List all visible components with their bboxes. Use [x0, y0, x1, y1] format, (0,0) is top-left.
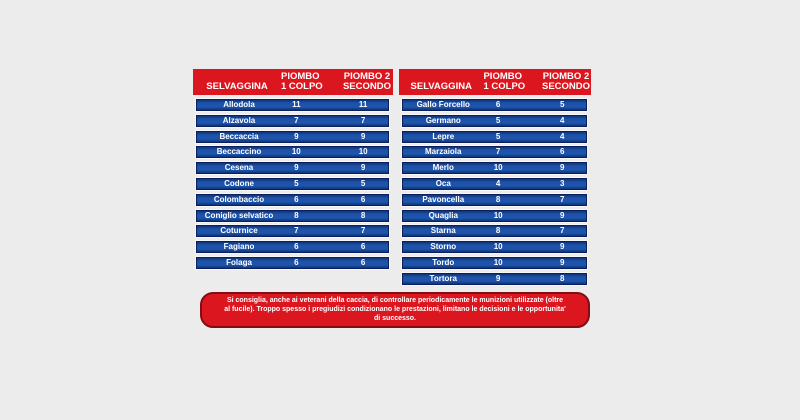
shot1-value-cell: 9 [294, 163, 299, 173]
shot1-value-cell: 5 [294, 178, 299, 188]
column-label-line: PIOMBO [483, 70, 522, 82]
column-label-line: 1 COLPO [483, 80, 526, 92]
game-name-cell: Cesena [224, 163, 254, 173]
shot2-value-cell: 5 [360, 178, 366, 188]
shot2-value-cell: 7 [360, 226, 366, 236]
shot1-value-cell: 10 [493, 242, 503, 252]
game-name-cell: Germano [425, 115, 461, 125]
table-row [402, 115, 587, 127]
game-name-cell: Coturnice [220, 226, 258, 236]
shot1-value-cell: 6 [294, 242, 299, 252]
table-row [196, 241, 389, 253]
shot1-value-cell: 10 [291, 147, 301, 157]
shot2-value-cell: 8 [559, 273, 565, 283]
table-row [402, 99, 587, 111]
game-name-cell: Quaglia [428, 210, 458, 220]
shot2-value-cell: 6 [360, 257, 366, 267]
table-row [196, 99, 389, 111]
shot1-value-cell: 6 [294, 257, 299, 267]
table-row [196, 115, 389, 127]
game-name-cell: Marzaiola [425, 147, 462, 157]
column-label-line: PIOMBO 2 [343, 70, 391, 82]
shot1-value-cell: 7 [294, 115, 299, 125]
game-name-cell: Merlo [432, 163, 454, 173]
table-header-left [193, 69, 393, 95]
column-header-piombo-2-secondo [541, 72, 591, 93]
shot2-value-cell: 4 [559, 115, 565, 125]
shot1-value-cell: 7 [495, 147, 501, 157]
table-row [196, 178, 389, 190]
advice-note [200, 292, 590, 328]
shot2-value-cell: 7 [559, 226, 565, 236]
column-header-piombo-2-secondo [341, 72, 393, 93]
table-row [196, 162, 389, 174]
shot1-value-cell: 4 [495, 178, 501, 188]
game-table-left [193, 69, 393, 273]
shot2-value-cell: 6 [360, 194, 366, 204]
game-name-cell: Starna [430, 226, 456, 236]
shot1-value-cell: 8 [294, 210, 299, 220]
shot2-value-cell: 5 [559, 100, 565, 109]
column-label: SELVAGGINA [206, 80, 268, 92]
table-header-right [399, 69, 591, 95]
shot1-value-cell: 10 [493, 257, 503, 267]
shot2-value-cell: 9 [559, 163, 565, 173]
table-row [402, 273, 587, 285]
table-row [402, 131, 587, 143]
shot2-value-cell: 8 [360, 210, 366, 220]
table-row [402, 162, 587, 174]
game-table-right [399, 69, 591, 289]
shot2-value-cell: 11 [358, 100, 368, 109]
table-row [196, 131, 389, 143]
table-row [196, 194, 389, 206]
shot1-value-cell: 9 [294, 131, 299, 141]
shot2-value-cell: 7 [360, 115, 366, 125]
shot2-value-cell: 9 [360, 131, 366, 141]
column-header-piombo-1-colpo [281, 70, 323, 93]
game-name-cell: Fagiano [223, 242, 255, 252]
game-name-cell: Oca [435, 178, 451, 188]
shot2-value-cell: 6 [360, 242, 366, 252]
shot2-value-cell: 4 [559, 131, 565, 141]
game-name-cell: Beccaccia [219, 131, 259, 141]
table-row [196, 257, 389, 269]
column-label: SELVAGGINA [410, 80, 472, 92]
game-name-cell: Storno [430, 242, 457, 252]
game-name-cell: Pavoncella [422, 194, 465, 204]
game-name-cell: Lepre [432, 131, 455, 141]
shot1-value-cell: 10 [493, 163, 503, 173]
game-name-cell: Codone [224, 178, 254, 188]
table-row [402, 257, 587, 269]
table-row [402, 194, 587, 206]
game-name-cell: Beccaccino [216, 147, 262, 157]
game-name-cell: Tortora [429, 273, 457, 283]
shot1-value-cell: 9 [495, 273, 501, 283]
table-row [196, 210, 389, 222]
shot2-value-cell: 9 [559, 257, 565, 267]
column-label-line: PIOMBO [281, 70, 320, 82]
shot1-value-cell: 7 [294, 226, 299, 236]
shot1-value-cell: 6 [294, 194, 299, 204]
shot1-value-cell: 11 [292, 100, 301, 109]
column-label-line: PIOMBO 2 [542, 70, 590, 82]
column-header-piombo-1-colpo [483, 70, 526, 93]
game-name-cell: Tordo [432, 257, 455, 267]
table-row [402, 178, 587, 190]
shot1-value-cell: 8 [495, 194, 501, 204]
rows-container-left [196, 99, 389, 269]
shot2-value-cell: 9 [360, 163, 366, 173]
shot1-value-cell: 10 [493, 210, 503, 220]
game-name-cell: Gallo Forcello [416, 100, 470, 109]
table-row [402, 146, 587, 158]
game-name-cell: Colombaccio [213, 194, 265, 204]
table-row [402, 241, 587, 253]
column-label-line: 1 COLPO [281, 80, 323, 92]
column-label-line: SECONDO [541, 80, 591, 92]
advice-note-line: di successo. [373, 314, 417, 322]
table-row [402, 225, 587, 237]
table-row [402, 210, 587, 222]
shot1-value-cell: 6 [495, 100, 501, 109]
shot1-value-cell: 5 [495, 115, 501, 125]
shot2-value-cell: 3 [559, 178, 565, 188]
rows-container-right [402, 99, 587, 285]
advice-note-line: al fucile). Troppo spesso i pregiudizi condizionano le prestazioni, limitano le decisioni e le opportunita' [224, 305, 566, 313]
shot2-value-cell: 9 [559, 242, 565, 252]
shot2-value-cell: 10 [358, 147, 368, 157]
shot1-value-cell: 8 [495, 226, 501, 236]
game-name-cell: Folaga [226, 257, 252, 267]
column-header-selvaggina [399, 82, 483, 92]
advice-note-line: Si consiglia, anche ai veterani della caccia, di controllare periodicamente le munizioni utilizzate (oltre [226, 297, 564, 304]
column-header-selvaggina [193, 82, 281, 92]
table-row [196, 225, 389, 237]
shot2-value-cell: 7 [559, 194, 565, 204]
shot2-value-cell: 6 [559, 147, 565, 157]
game-name-cell: Allodola [223, 100, 255, 109]
game-name-cell: Alzavola [222, 115, 256, 125]
shot2-value-cell: 9 [559, 210, 565, 220]
shot1-value-cell: 5 [495, 131, 501, 141]
column-label-line: SECONDO [342, 80, 392, 92]
game-name-cell: Coniglio selvatico [204, 210, 274, 220]
table-row [196, 146, 389, 158]
